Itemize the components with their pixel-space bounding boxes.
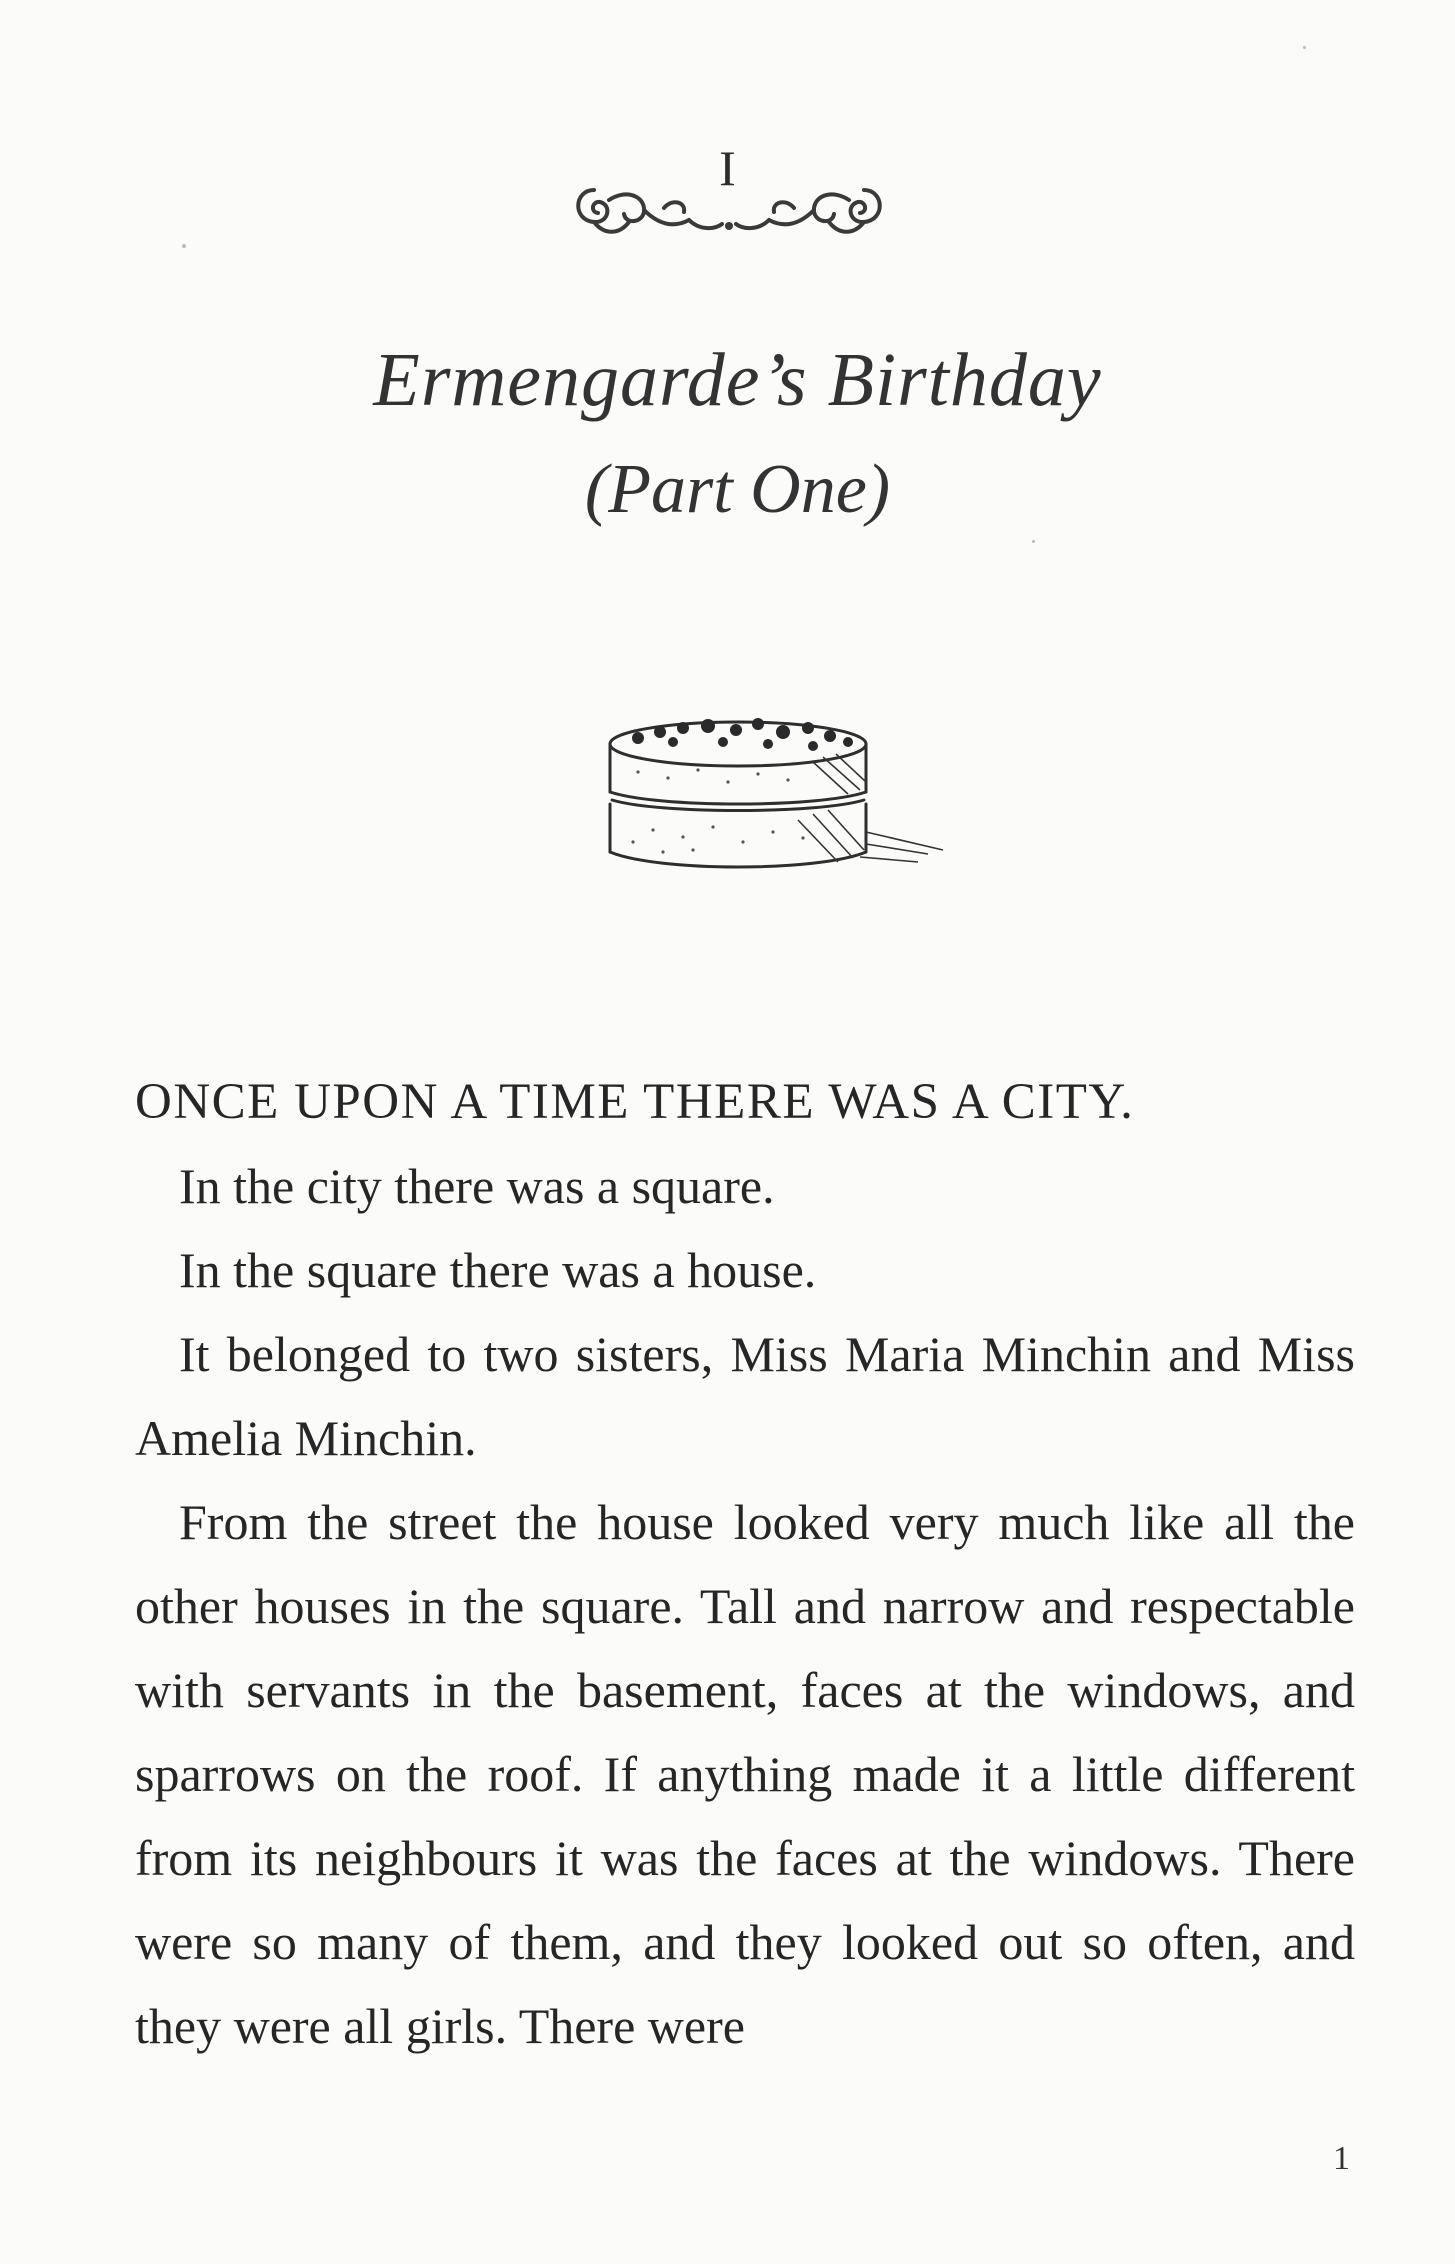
paper-speck: [1032, 540, 1035, 543]
chapter-body: [135, 1060, 1355, 2068]
chapter-subtitle: (Part One): [584, 451, 891, 528]
paper-speck: [1303, 46, 1306, 49]
page-number: 1: [1333, 2140, 1350, 2177]
chapter-numeral: I: [719, 140, 736, 196]
paragraph: From the street the house looked very much like all the other houses in the square. Tall and narrow and respectable with servants in the basement, faces at the windows, and sparrows on the roof. If anything made it a little different from its neighbours it was the faces at the windows. There were so many of them, and they looked out so often, and they were all girls. There were: [135, 1494, 1355, 2054]
paragraph: In the city there was a square.: [179, 1158, 775, 1214]
paragraph: In the square there was a house.: [179, 1242, 817, 1298]
chapter-title: Ermengarde’s Birthday: [373, 338, 1102, 422]
paper-speck: [182, 244, 186, 248]
layered-cake-illustration-icon: [598, 712, 948, 882]
opening-line: ONCE UPON A TIME THERE WAS A CITY.: [135, 1074, 1135, 1130]
paragraph: It belonged to two sisters, Miss Maria Minchin and Miss Amelia Minchin.: [135, 1326, 1355, 1466]
